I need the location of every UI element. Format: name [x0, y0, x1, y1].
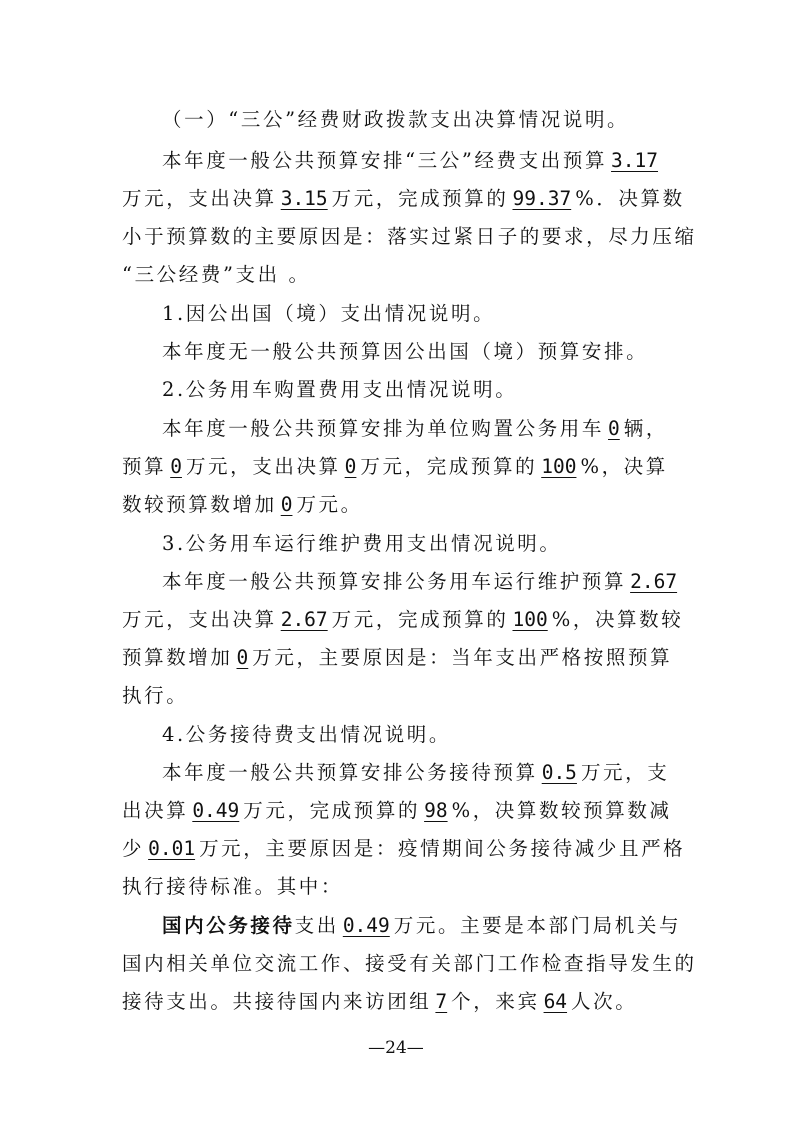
summary-line-1: 本年度一般公共预算安排“三公”经费支出预算 3.17 — [162, 145, 662, 173]
reception-line-2: 出决算 0.49 万元，完成预算的 98 %，决算数较预算数减 — [122, 799, 672, 822]
abroad-title: 1.因公出国（境）支出情况说明。 — [162, 302, 496, 325]
domestic-line-1: 国内公务接待支出 0.49 万元。主要是本部门局机关与 — [162, 914, 682, 937]
completion-rate: 99.37 — [512, 187, 572, 210]
operation-line-1: 本年度一般公共预算安排公务用车运行维护预算 2.67 — [162, 570, 678, 593]
reception-title: 4.公务接待费支出情况说明。 — [162, 723, 452, 746]
operation-line-3: 预算数增加 0 万元，主要原因是：当年支出严格按照预算 — [122, 646, 673, 669]
reception-line-1: 本年度一般公共预算安排公务接待预算 0.5 万元，支 — [162, 761, 670, 784]
purchase-line-3: 数较预算数增加 0 万元。 — [122, 493, 363, 516]
summary-line-3: 小于预算数的主要原因是：落实过紧日子的要求，尽力压缩 — [122, 225, 697, 248]
domestic-line-2: 国内相关单位交流工作、接受有关部门工作检查指导发生的 — [122, 952, 697, 975]
vehicle-count: 0 — [608, 417, 620, 440]
purchase-line-2: 预算 0 万元，支出决算 0 万元，完成预算的 100 %，决算 — [122, 455, 668, 478]
summary-line-2: 万元，支出决算 3.15 万元，完成预算的 99.37 %．决算数 — [122, 187, 685, 210]
operation-title: 3.公务用车运行维护费用支出情况说明。 — [162, 532, 562, 555]
reception-line-4: 执行接待标准。其中： — [122, 875, 344, 898]
reception-line-3: 少 0.01 万元，主要原因是：疫情期间公务接待减少且严格 — [122, 837, 686, 860]
actual-value: 3.15 — [280, 187, 328, 210]
domestic-label: 国内公务接待 — [162, 914, 295, 937]
summary-line-4: “三公经费”支出 。 — [122, 263, 311, 286]
section-heading — [162, 104, 629, 132]
operation-line-4: 执行。 — [122, 684, 189, 707]
page-number: —24— — [368, 1038, 424, 1058]
abroad-text: 本年度无一般公共预算因公出国（境）预算安排。 — [162, 340, 649, 363]
purchase-line-1: 本年度一般公共预算安排为单位购置公务用车 0 辆， — [162, 417, 668, 440]
domestic-line-3: 接待支出。共接待国内来访团组 7 个，来宾 64 人次。 — [122, 990, 638, 1013]
operation-line-2: 万元，支出决算 2.67 万元，完成预算的 100 %，决算数较 — [122, 608, 684, 631]
section-heading-text: （一）“三公”经费财政拨款支出决算情况说明。 — [162, 108, 630, 131]
purchase-title: 2.公务用车购置费用支出情况说明。 — [162, 378, 518, 401]
budget-value: 3.17 — [611, 149, 659, 172]
